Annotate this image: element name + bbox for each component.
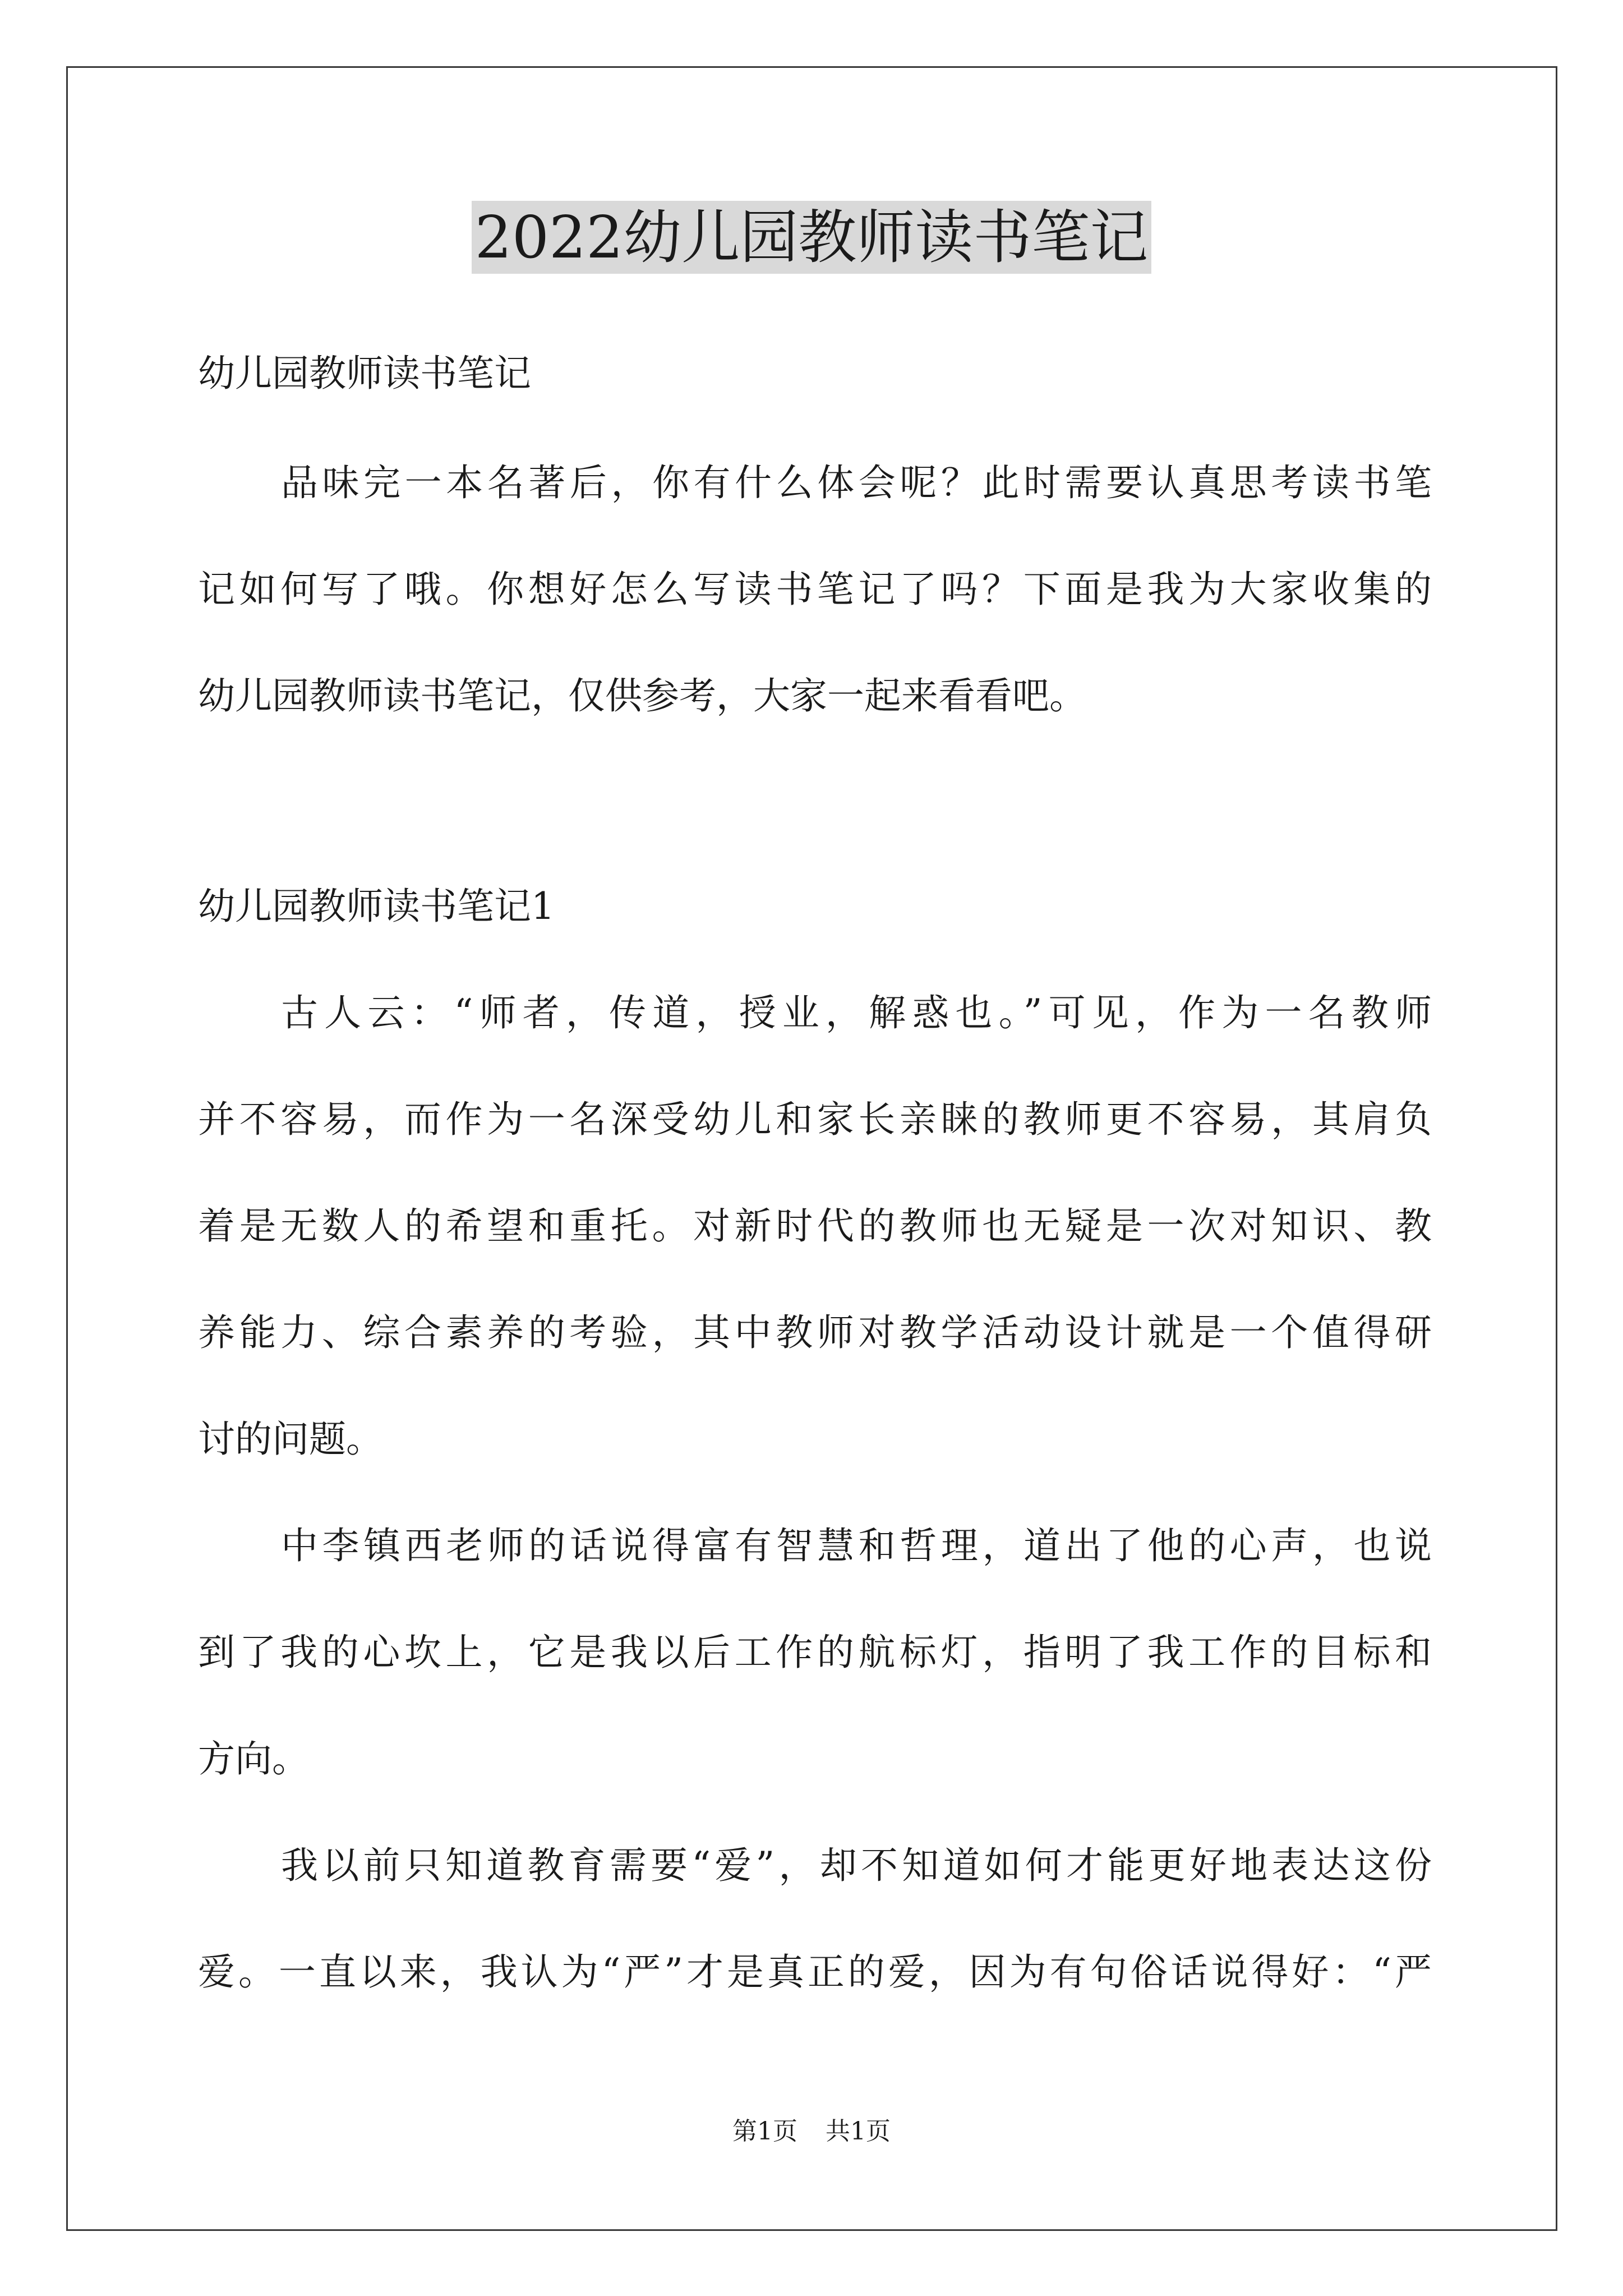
document-title: 2022幼儿园教师读书笔记 xyxy=(472,201,1152,274)
text-line: 记如何写了哦。你想好怎么写读书笔记了吗？下面是我为大家收集的 xyxy=(198,568,1432,611)
text-line: 并不容易，而作为一名深受幼儿和家长亲睐的教师更不容易，其肩负 xyxy=(198,1098,1432,1141)
text-line: 我以前只知道教育需要“爱”，却不知道如何才能更好地表达这份 xyxy=(281,1844,1432,1887)
text-line: 幼儿园教师读书笔记，仅供参考，大家一起来看看吧。 xyxy=(198,674,1086,717)
text-line: 到了我的心坎上，它是我以后工作的航标灯，指明了我工作的目标和 xyxy=(198,1631,1432,1674)
text-line: 品味完一本名著后，你有什么体会呢？此时需要认真思考读书笔 xyxy=(281,461,1432,504)
page-number-total: 共1页 xyxy=(826,2117,891,2146)
text-line: 着是无数人的希望和重托。对新时代的教师也无疑是一次对知识、教 xyxy=(198,1204,1432,1248)
text-line: 方向。 xyxy=(198,1737,309,1780)
page-footer xyxy=(0,2115,1623,2148)
text-line: 中李镇西老师的话说得富有智慧和哲理，道出了他的心声，也说 xyxy=(281,1524,1432,1567)
text-line: 爱。一直以来，我认为“严”才是真正的爱，因为有句俗话说得好：“严 xyxy=(198,1950,1432,1994)
text-line: 幼儿园教师读书笔记 xyxy=(198,352,531,395)
text-line: 幼儿园教师读书笔记1 xyxy=(198,885,555,928)
text-line: 讨的问题。 xyxy=(198,1418,383,1461)
text-line: 养能力、综合素养的考验，其中教师对教学活动设计就是一个值得研 xyxy=(198,1311,1432,1354)
page-number-current: 第1页 xyxy=(732,2117,797,2146)
text-line: 古人云：“师者，传道，授业，解惑也。”可见，作为一名教师 xyxy=(281,991,1432,1034)
title-container xyxy=(0,201,1623,274)
